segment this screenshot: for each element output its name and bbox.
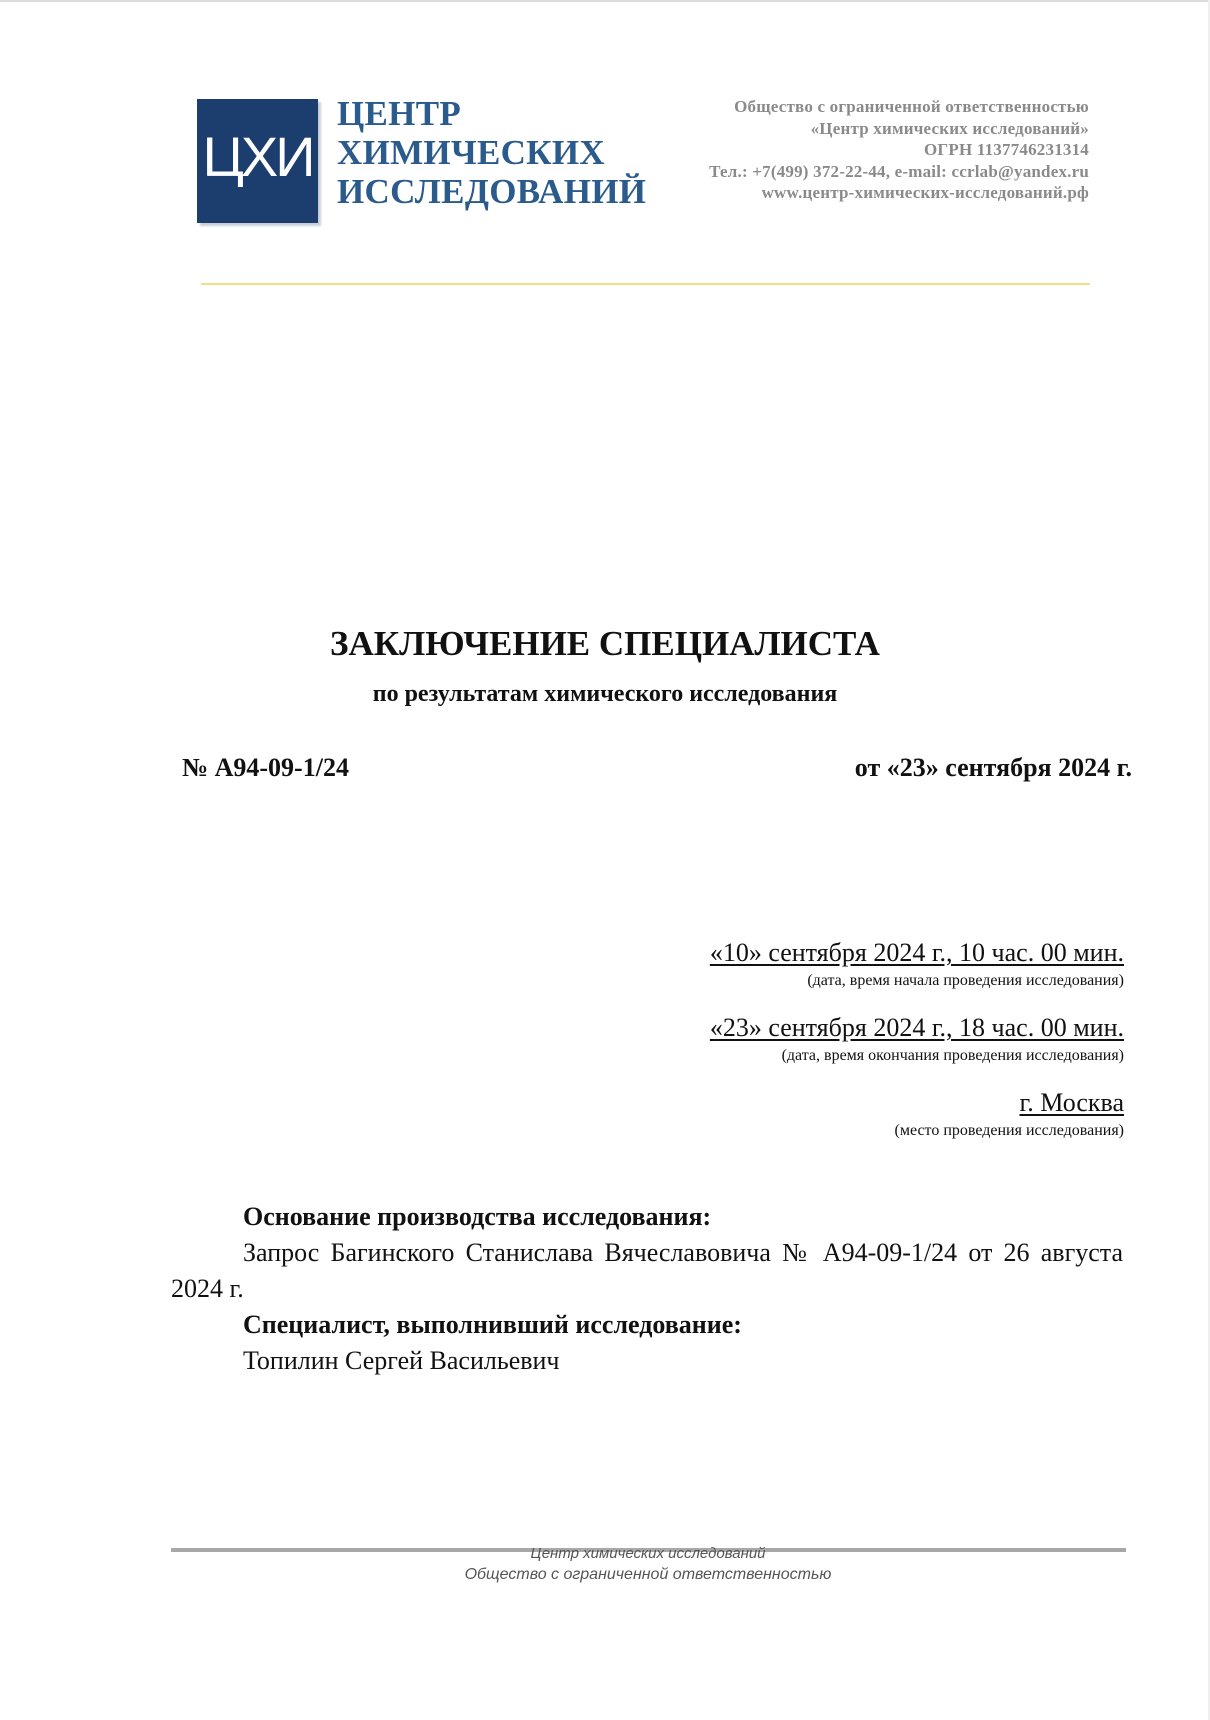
org-contact-details bbox=[709, 96, 1089, 204]
place-field bbox=[894, 1087, 1124, 1141]
document-title: ЗАКЛЮЧЕНИЕ СПЕЦИАЛИСТА bbox=[330, 624, 880, 663]
org-name bbox=[337, 94, 646, 211]
org-legal-form: Общество с ограниченной ответственностью bbox=[734, 97, 1089, 116]
org-name-line: ИССЛЕДОВАНИЙ bbox=[337, 172, 647, 211]
footer-org-name: Центр химических исследований bbox=[530, 1545, 766, 1562]
org-name-line: ХИМИЧЕСКИХ bbox=[337, 133, 605, 172]
org-full-name: «Центр химических исследований» bbox=[810, 118, 1089, 138]
org-ogrn: ОГРН 1137746231314 bbox=[923, 140, 1089, 159]
start-datetime-caption: (дата, время начала проведения исследования) bbox=[807, 972, 1124, 989]
org-phone-email: Тел.: +7(499) 372-22-44, e-mail: ccrlab@yandex.ru bbox=[709, 161, 1089, 181]
header-divider bbox=[201, 283, 1090, 285]
document-subtitle: по результатам химического исследования bbox=[372, 681, 838, 707]
basis-text: Запрос Багинского Станислава Вячеславовича № А94-09-1/24 от 26 августа 2024 г. bbox=[171, 1238, 1123, 1303]
org-website: www.центр-химических-исследований.рф bbox=[761, 183, 1089, 202]
start-datetime-field bbox=[710, 937, 1124, 991]
company-logo bbox=[197, 99, 318, 223]
basis-heading: Основание производства исследования: bbox=[243, 1202, 712, 1231]
end-datetime-value: «23» сентября 2024 г., 18 час. 00 мин. bbox=[709, 1013, 1124, 1042]
start-datetime-value: «10» сентября 2024 г., 10 час. 00 мин. bbox=[709, 938, 1124, 967]
document-date: от «23» сентября 2024 г. bbox=[854, 753, 1132, 782]
end-datetime-field bbox=[710, 1012, 1124, 1066]
page-top-border bbox=[0, 0, 1210, 2]
specialist-heading: Специалист, выполнивший исследование: bbox=[243, 1310, 742, 1339]
document-body bbox=[171, 1199, 1123, 1379]
logo-monogram: ЦХИ bbox=[202, 125, 313, 188]
end-datetime-caption: (дата, время окончания проведения исследования) bbox=[781, 1047, 1124, 1064]
document-number: № А94-09-1/24 bbox=[182, 753, 349, 782]
place-value: г. Москва bbox=[1019, 1088, 1124, 1117]
specialist-name: Топилин Сергей Васильевич bbox=[243, 1346, 560, 1375]
org-name-line: ЦЕНТР bbox=[337, 94, 462, 133]
footer-legal-form: Общество с ограниченной ответственностью bbox=[464, 1566, 832, 1583]
place-caption: (место проведения исследования) bbox=[894, 1122, 1124, 1139]
